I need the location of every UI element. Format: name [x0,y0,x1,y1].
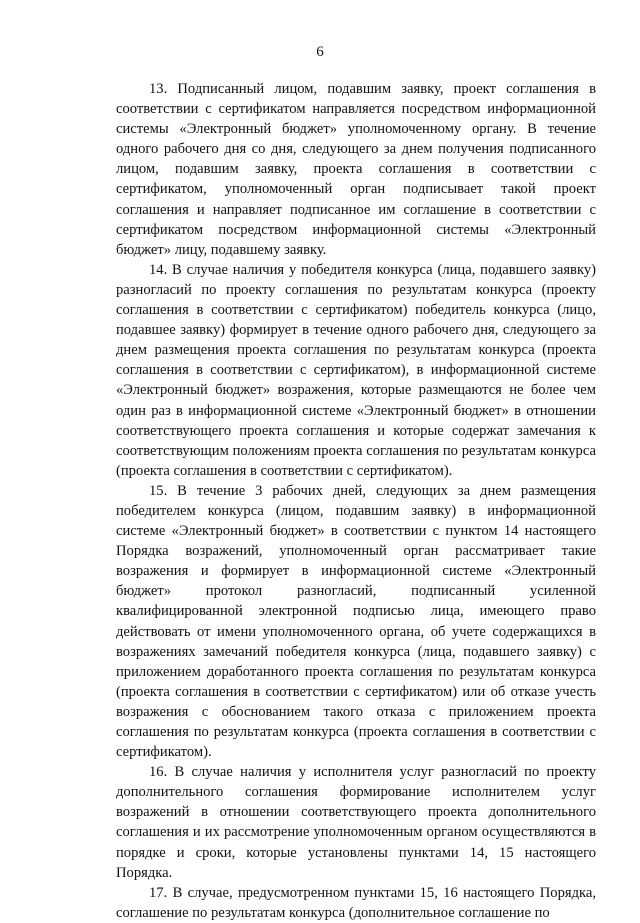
paragraph-16: 16. В случае наличия у исполнителя услуг разногласий по проекту дополнительного соглашения формирование исполнителем услуг возражений в отношении соответствующего проекта дополнительного соглашения и их рассмотрение уполномоченным органом осуществляются в порядке и сроки, которые установлены пунктами 14, 15 настоящего Порядка. [116,764,596,881]
document-body [116,79,596,923]
page-number: 6 [316,44,324,60]
paragraph-17: 17. В случае, предусмотренном пунктами 15, 16 настоящего Порядка, соглашение по результатам конкурса (дополнительное соглашение по [116,884,596,921]
paragraph-14: 14. В случае наличия у победителя конкурса (лица, подавшего заявку) разногласий по проекту соглашения по результатам конкурса (проекту соглашения в соответствии с сертификатом) победитель конкурса (лицо, подавшее заявку) формирует в течение одного рабочего дня, следующего за днем размещения проекта соглашения по результатам конкурса (проекта соглашения в соответствии с сертификатом), в информационной системе «Электронный бюджет» возражения, которые размещаются не более чем один раз в информационной системе «Электронный бюджет» в отношении соответствующего проекта соглашения и которые содержат замечания к соответствующим положениям проекта соглашения по результатам конкурса (проекта соглашения в соответствии с сертификатом). [116,261,596,479]
paragraph-15: 15. В течение 3 рабочих дней, следующих за днем размещения победителем конкурса (лицом, подавшим заявку) в информационной системе «Электронный бюджет» в соответствии с пунктом 14 настоящего Порядка возражений, уполномоченный орган рассматривает такие возражения и формирует в информационной системе «Электронный бюджет» протокол разногласий, подписанный усиленной квалифицированной электронной подписью лица, имеющего право действовать от имени уполномоченного органа, об учете содержащихся в возражениях замечаний победителя конкурса (лица, подавшего заявку) с приложением доработанного проекта соглашения по результатам конкурса (проекта соглашения в соответствии с сертификатом) или об отказе учесть возражения с обоснованием такого отказа с приложением проекта соглашения по результатам конкурса (проекта соглашения в соответствии с сертификатом). [116,482,596,761]
paragraph-13: 13. Подписанный лицом, подавшим заявку, проект соглашения в соответствии с сертификатом направляется посредством информационной системы «Электронный бюджет» уполномоченному органу. В течение одного рабочего дня со дня, следующего за днем получения подписанного лицом, подавшим заявку, проекта соглашения в соответствии с сертификатом, уполномоченный орган подписывает такой проект соглашения и направляет подписанное им соглашение в соответствии с сертификатом посредством информационной системы «Электронный бюджет» лицу, подавшему заявку. [116,81,596,258]
